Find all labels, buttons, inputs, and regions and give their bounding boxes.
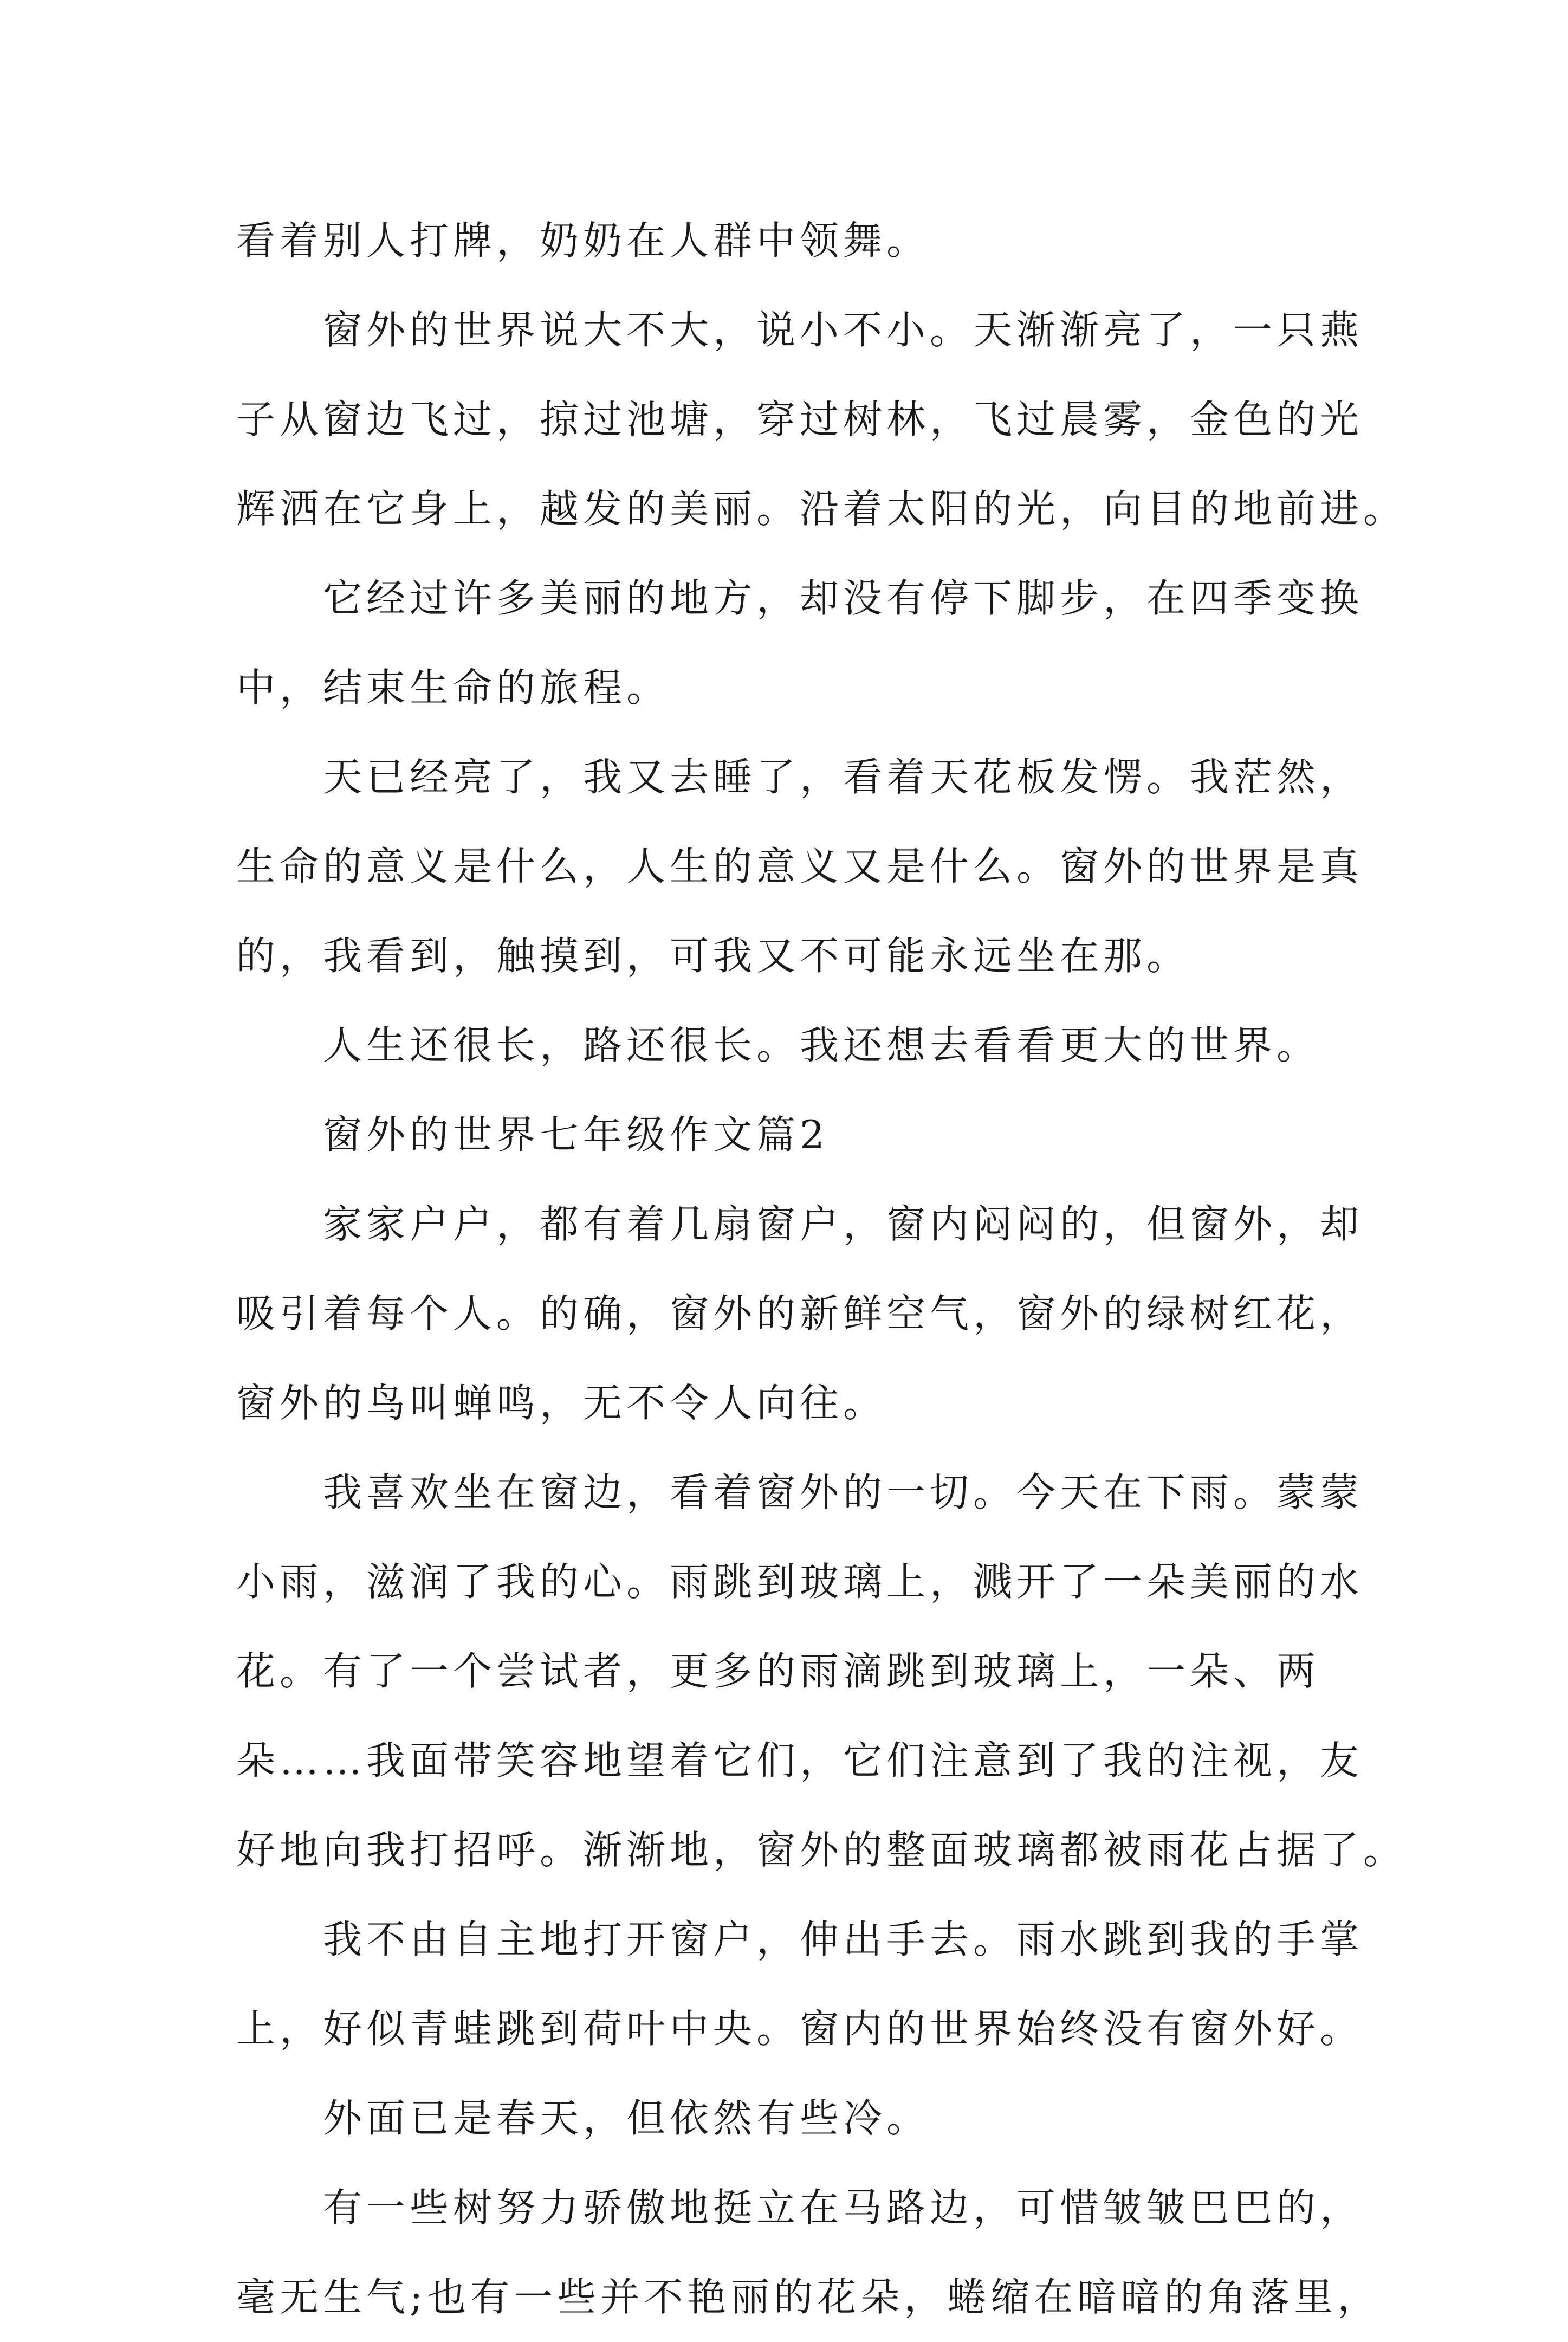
- text-line: 外面已是春天，但依然有些冷。: [323, 2095, 930, 2141]
- text-line: 吸引着每个人。的确，窗外的新鲜空气，窗外的绿树红花，: [236, 1291, 1364, 1336]
- text-line: 子从窗边飞过，掠过池塘，穿过树林，飞过晨雾，金色的光: [236, 397, 1364, 442]
- text-line: 生命的意义是什么，人生的意义又是什么。窗外的世界是真: [236, 844, 1364, 889]
- text-line: 的，我看到，触摸到，可我又不可能永远坐在那。: [236, 933, 1190, 979]
- text-line: 有一些树努力骄傲地挺立在马路边，可惜皱皱巴巴的，: [323, 2185, 1364, 2230]
- text-line: 我不由自主地打开窗户，伸出手去。雨水跳到我的手掌: [323, 1917, 1364, 1962]
- text-line: 它经过许多美丽的地方，却没有停下脚步，在四季变换: [323, 575, 1364, 621]
- text-line: 上，好似青蛙跳到荷叶中央。窗内的世界始终没有窗外好。: [236, 2006, 1364, 2052]
- text-line: 毫无生气;也有一些并不艳丽的花朵，蜷缩在暗暗的角落里，: [236, 2274, 1381, 2320]
- text-line: 人生还很长，路还很长。我还想去看看更大的世界。: [323, 1023, 1320, 1068]
- text-line: 看着别人打牌，奶奶在人群中领舞。: [236, 218, 930, 263]
- text-line: 窗外的世界说大不大，说小不小。天渐渐亮了，一只燕: [323, 307, 1364, 353]
- text-line: 好地向我打招呼。渐渐地，窗外的整面玻璃都被雨花占据了。: [236, 1827, 1407, 1873]
- text-line: 小雨，滋润了我的心。雨跳到玻璃上，溅开了一朵美丽的水: [236, 1559, 1364, 1605]
- document-body: [236, 196, 1407, 2342]
- text-line: 中，结束生命的旅程。: [236, 665, 670, 710]
- text-line: 天已经亮了，我又去睡了，看着天花板发愣。我茫然，: [323, 754, 1364, 800]
- text-line: 窗外的鸟叫蝉鸣，无不令人向往。: [236, 1380, 887, 1426]
- section-heading: 窗外的世界七年级作文篇2: [323, 1112, 829, 1157]
- text-line: 我喜欢坐在窗边，看着窗外的一切。今天在下雨。蒙蒙: [323, 1470, 1364, 1515]
- text-line: 辉洒在它身上，越发的美丽。沿着太阳的光，向目的地前进。: [236, 486, 1407, 532]
- text-line: 朵……我面带笑容地望着它们，它们注意到了我的注视，友: [236, 1738, 1364, 1783]
- text-line: 家家户户，都有着几扇窗户，窗内闷闷的，但窗外，却: [323, 1201, 1364, 1247]
- text-line: 花。有了一个尝试者，更多的雨滴跳到玻璃上，一朵、两: [236, 1648, 1320, 1694]
